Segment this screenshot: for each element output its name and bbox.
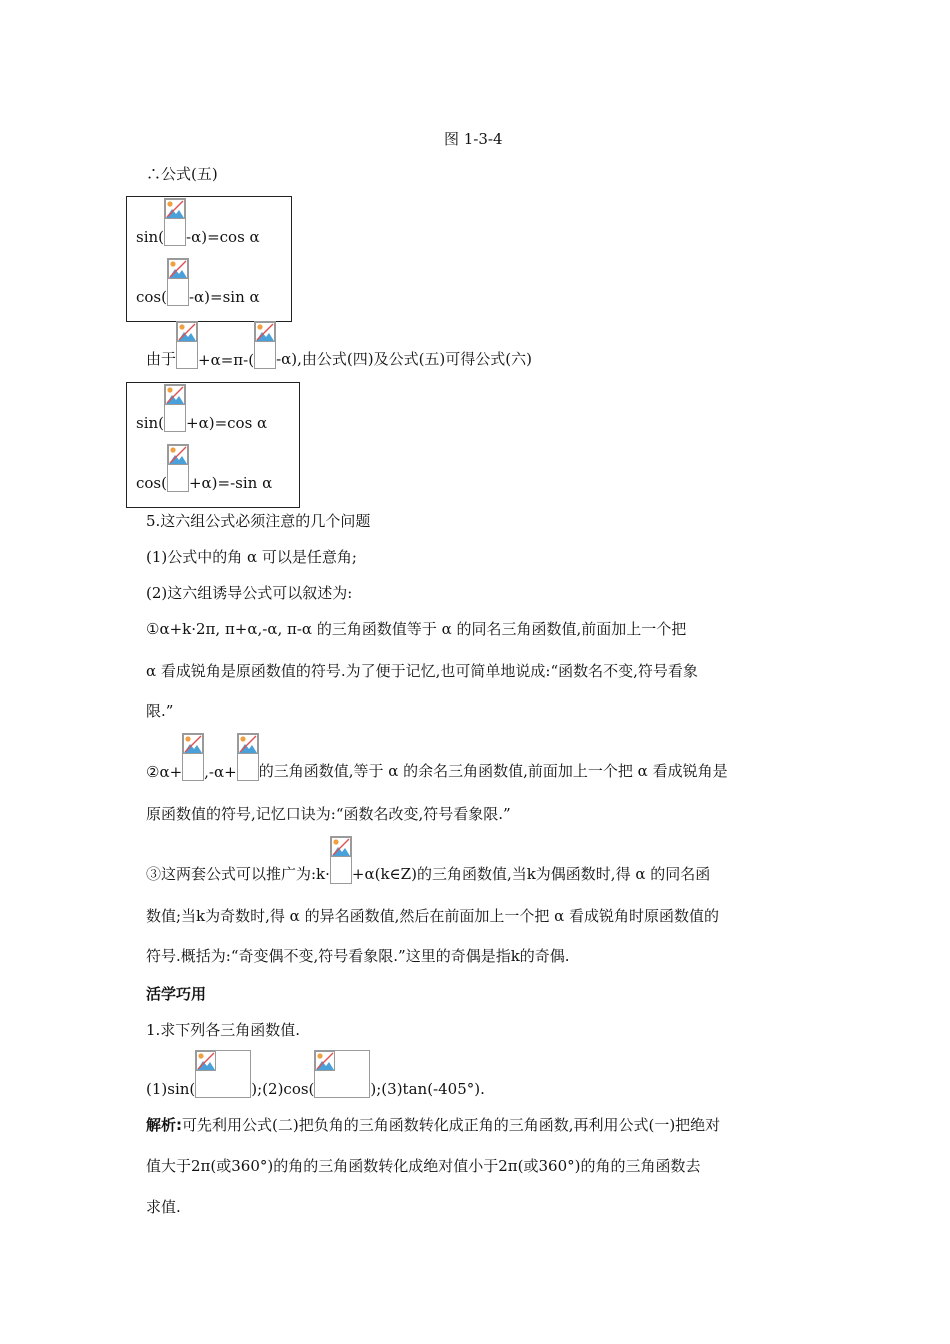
formula5-cos-suffix: -α)=sin α bbox=[188, 288, 260, 306]
point2-part3: 的三角函数值,等于 α 的余名三角函数值,前面加上一个把 α 看成锐角是 bbox=[258, 762, 728, 780]
image-placeholder bbox=[237, 733, 259, 781]
question1-part2: );(2)cos( bbox=[251, 1080, 315, 1098]
point2-line1 bbox=[146, 733, 728, 781]
point3-part2: +α(k∈Z)的三角函数值,当k为偶函数时,得 α 的同名函 bbox=[351, 865, 711, 883]
solution-label: 解析: bbox=[146, 1116, 182, 1134]
formula5-cos bbox=[136, 258, 260, 306]
derive-line bbox=[146, 321, 532, 369]
formula5-cos-prefix: cos( bbox=[136, 288, 167, 306]
broken-image-icon bbox=[165, 385, 185, 405]
image-placeholder bbox=[195, 1050, 251, 1098]
broken-image-icon bbox=[255, 322, 275, 342]
solution-line1 bbox=[146, 1114, 720, 1135]
broken-image-icon bbox=[196, 1051, 216, 1071]
image-placeholder bbox=[176, 321, 198, 369]
formula5-sin-prefix: sin( bbox=[136, 228, 165, 246]
point3-line1 bbox=[146, 836, 710, 884]
solution-line3: 求值. bbox=[146, 1198, 181, 1216]
derive-part2: +α=π-( bbox=[198, 351, 255, 369]
image-placeholder bbox=[167, 258, 189, 306]
point1-line1: ①α+k·2π, π+α,-α, π-α 的三角函数值等于 α 的同名三角函数值,前面加上一个把 bbox=[146, 620, 687, 638]
question1-part1: (1)sin( bbox=[146, 1080, 196, 1098]
derive-part3: -α),由公式(四)及公式(五)可得公式(六) bbox=[276, 350, 532, 368]
formula5-sin bbox=[136, 198, 260, 246]
question1: 1.求下列各三角函数值. bbox=[146, 1021, 301, 1039]
image-placeholder bbox=[330, 836, 352, 884]
formula5-sin-suffix: -α)=cos α bbox=[186, 228, 260, 246]
image-placeholder bbox=[164, 198, 186, 246]
formula6-sin-suffix: +α)=cos α bbox=[186, 414, 268, 432]
image-placeholder bbox=[182, 733, 204, 781]
broken-image-icon bbox=[238, 734, 258, 754]
figure-caption: 图 1-3-4 bbox=[444, 130, 503, 148]
formula6-sin-prefix: sin( bbox=[136, 414, 165, 432]
solution-line2: 值大于2π(或360°)的角的三角函数转化成绝对值小于2π(或360°)的角的三角函数去 bbox=[146, 1157, 701, 1175]
derive-part1: 由于 bbox=[146, 350, 177, 368]
broken-image-icon bbox=[183, 734, 203, 754]
point3-part1: ③这两套公式可以推广为:k· bbox=[146, 865, 330, 883]
point2-part2: ,-α+ bbox=[204, 763, 237, 781]
question1-part3: );(3)tan(-405°). bbox=[370, 1080, 485, 1098]
formula6-cos bbox=[136, 444, 272, 492]
point2-part1: ②α+ bbox=[146, 763, 183, 781]
point3-line2: 数值;当k为奇数时,得 α 的异名函数值,然后在前面加上一个把 α 看成锐角时原函数值的 bbox=[146, 907, 720, 925]
solution-text1: 可先利用公式(二)把负角的三角函数转化成正角的三角函数,再利用公式(一)把绝对 bbox=[182, 1116, 721, 1134]
broken-image-icon bbox=[177, 322, 197, 342]
broken-image-icon bbox=[315, 1051, 335, 1071]
broken-image-icon bbox=[331, 837, 351, 857]
image-placeholder bbox=[314, 1050, 370, 1098]
point3-line3: 符号.概括为:“奇变偶不变,符号看象限.”这里的奇偶是指k的奇偶. bbox=[146, 947, 570, 965]
section5-title: 5.这六组公式必须注意的几个问题 bbox=[146, 512, 371, 530]
point2-line2: 原函数值的符号,记忆口诀为:“函数名改变,符号看象限.” bbox=[146, 805, 511, 823]
item2: (2)这六组诱导公式可以叙述为: bbox=[146, 584, 353, 602]
formula6-sin bbox=[136, 384, 267, 432]
item1: (1)公式中的角 α 可以是任意角; bbox=[146, 548, 357, 566]
formula6-cos-prefix: cos( bbox=[136, 474, 167, 492]
broken-image-icon bbox=[168, 445, 188, 465]
point1-line3: 限.” bbox=[146, 702, 174, 720]
image-placeholder bbox=[254, 321, 276, 369]
broken-image-icon bbox=[165, 199, 185, 219]
practice-heading: 活学巧用 bbox=[146, 985, 207, 1003]
broken-image-icon bbox=[168, 259, 188, 279]
point1-line2: α 看成锐角是原函数值的符号.为了便于记忆,也可简单地说成:“函数名不变,符号看象 bbox=[146, 662, 698, 680]
question1-parts bbox=[146, 1050, 485, 1098]
image-placeholder bbox=[164, 384, 186, 432]
formula6-cos-suffix: +α)=-sin α bbox=[188, 474, 273, 492]
therefore-label: ∴公式(五) bbox=[146, 165, 218, 183]
image-placeholder bbox=[167, 444, 189, 492]
